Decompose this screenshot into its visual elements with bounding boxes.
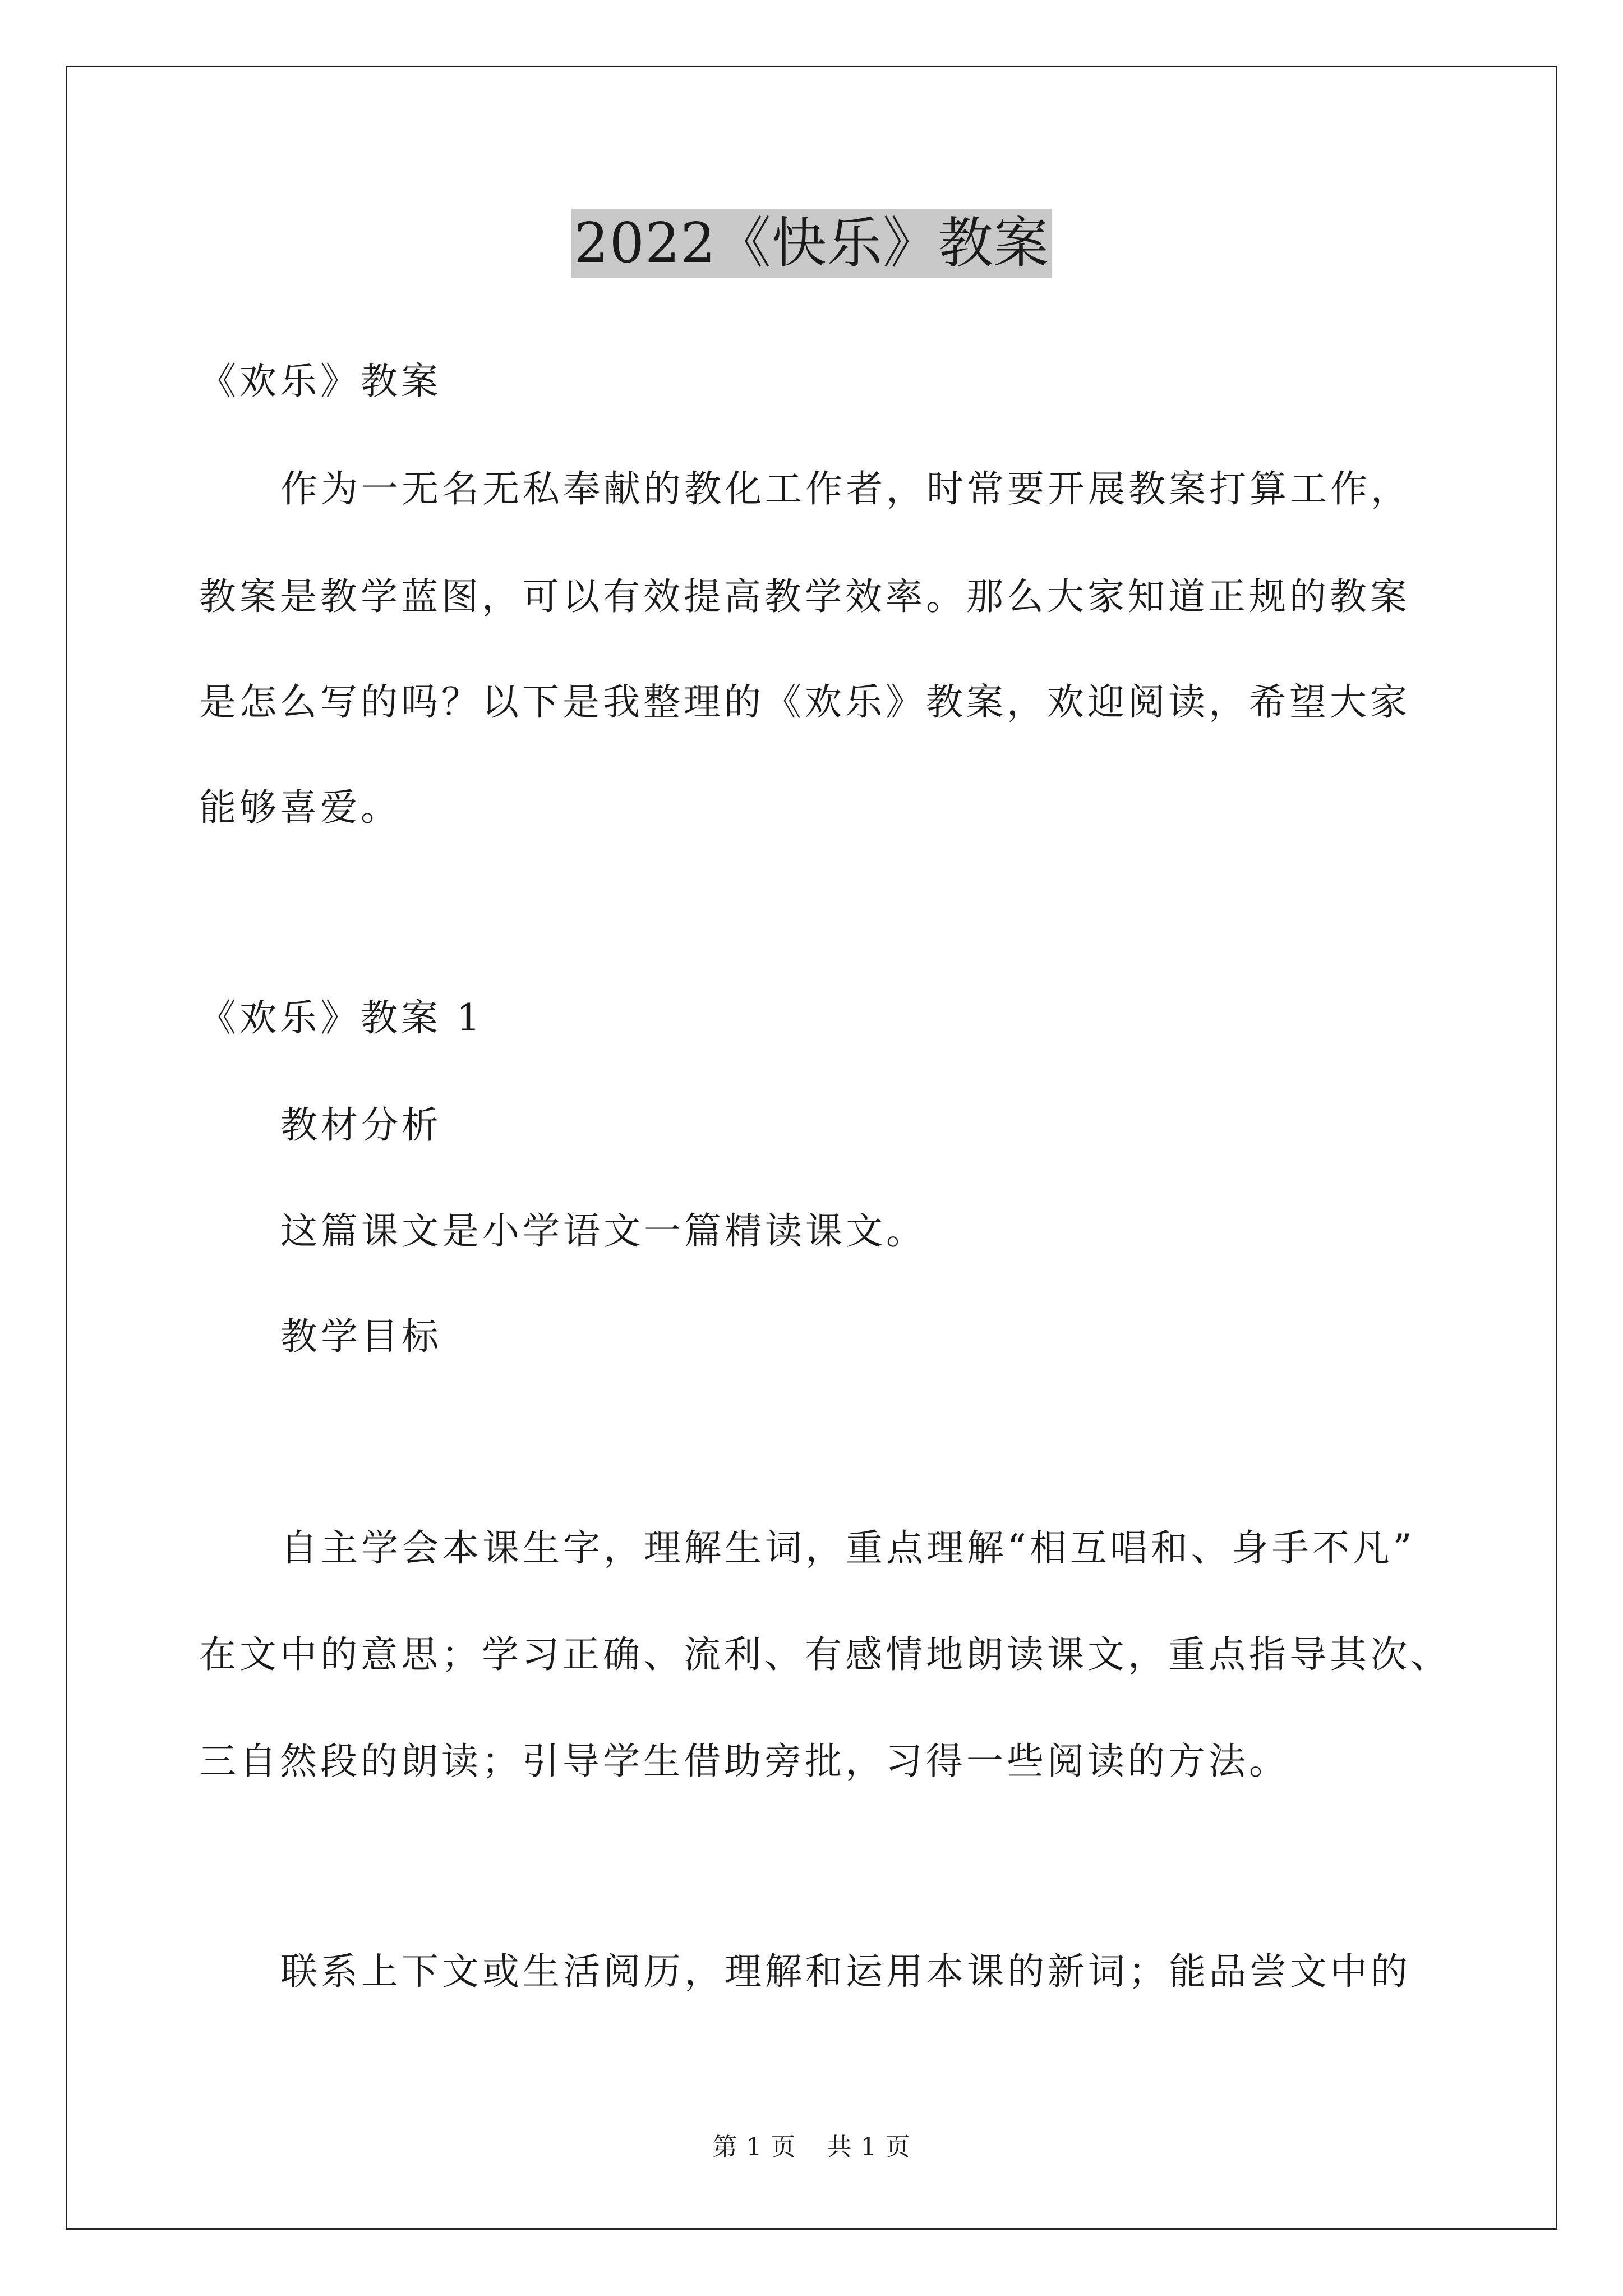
paragraph-line: 是怎么写的吗？以下是我整理的《欢乐》教案，欢迎阅读，希望大家 [199, 680, 1410, 724]
paragraph-line: 在文中的意思；学习正确、流利、有感情地朗读课文，重点指导其次、 [199, 1633, 1451, 1676]
paragraph-line: 联系上下文或生活阅历，理解和运用本课的新词；能品尝文中的 [280, 1950, 1411, 1993]
paragraph-line: 教案是教学蓝图，可以有效提高教学效率。那么大家知道正规的教案 [199, 575, 1410, 618]
paragraph-line: 三自然段的朗读；引导学生借助旁批，习得一些阅读的方法。 [199, 1740, 1289, 1783]
paragraph-line: 自主学会本课生字，理解生词，重点理解“相互唱和、身手不凡” [280, 1526, 1415, 1570]
paragraph-line: 这篇课文是小学语文一篇精读课文。 [280, 1209, 926, 1253]
page-total: 共 1 页 [827, 2133, 911, 2161]
paragraph-line: 作为一无名无私奉献的教化工作者，时常要开展教案打算工作， [280, 467, 1411, 510]
section-heading: 《欢乐》教案 1 [199, 996, 483, 1039]
subheading: 教材分析 [280, 1103, 442, 1147]
page-number: 第 1 页 [712, 2133, 796, 2161]
document-title: 2022《快乐》教案 [571, 209, 1051, 278]
title-container [0, 209, 1623, 278]
paragraph-line: 能够喜爱。 [199, 786, 401, 829]
section-heading: 《欢乐》教案 [199, 360, 441, 403]
subheading: 教学目标 [280, 1315, 442, 1358]
page-footer [0, 2132, 1623, 2163]
